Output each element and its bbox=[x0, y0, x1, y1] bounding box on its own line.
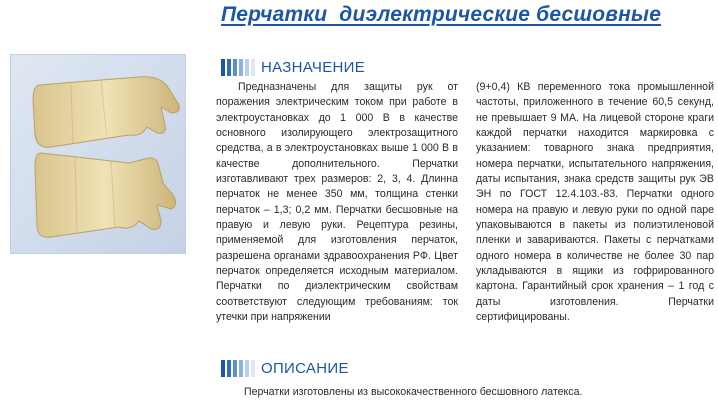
purpose-paragraph-1: Предназначены для защиты рук от поражения электрическим током при работе в электроустановках до 1 000 В в качестве основного изолирующего электрозащитного средства, а в электроустановках выше 1 000 В в качестве дополнительного. Перчатки изготавливают трех размеров: 2, 3, 4. Длинна перчаток не менее 350 мм, толщина стенки перчаток – 1,3; 0,2 мм. Перчатки бесшовные на правую и левую руки. Рецептура резины, применяемой для изготовления перчаток, разрешена органами здравоохранения РФ. Цвет перчаток определяется исходным материалом. Перчатки по диэлектрическим свойствам соответствуют следующим требованиям: ток утечки при напряжении bbox=[216, 81, 458, 324]
section-marker-icon bbox=[221, 59, 255, 76]
section-title-purpose: НАЗНАЧЕНИЕ bbox=[261, 58, 366, 76]
section-header-purpose bbox=[221, 56, 365, 78]
description-text: Перчатки изготовлены из высококачественного бесшовного латекса. bbox=[244, 386, 583, 398]
section-title-description: ОПИСАНИЕ bbox=[261, 359, 349, 377]
lower-glove-shape bbox=[35, 153, 176, 237]
dielectric-gloves-photo bbox=[10, 54, 186, 254]
purpose-paragraph-2: (9+0,4) КВ переменного тока промышленной частоты, приложенного в течение 60,5 секунд, не превышает 9 МА. На лицевой стороне краги каждой перчатки находится маркировка с указанием: товарного знака предприятия, номера перчатки, испытательного напряжения, даты испытания, знака средств защиты рук ЭВ ЭН по ГОСТ 12.4.103.-83. Перчатки одного номера на правую и левую руки по одной паре упаковываются в пакеты из полиэтиленовой пленки и завариваются. Пакеты с перчатками одного номера в количестве не более 30 пар укладываются в ящики из гофрированного картона. Гарантийный срок хранения – 1 год с даты изготовления. Перчатки сертифицированы. bbox=[476, 81, 714, 324]
section-header-description bbox=[221, 357, 349, 379]
gloves-image bbox=[11, 55, 185, 253]
purpose-text-column-1 bbox=[216, 80, 458, 326]
purpose-text-column-2 bbox=[476, 80, 714, 326]
page-title: Перчатки диэлектрические бесшовные bbox=[221, 3, 662, 26]
section-marker-icon bbox=[221, 360, 255, 377]
